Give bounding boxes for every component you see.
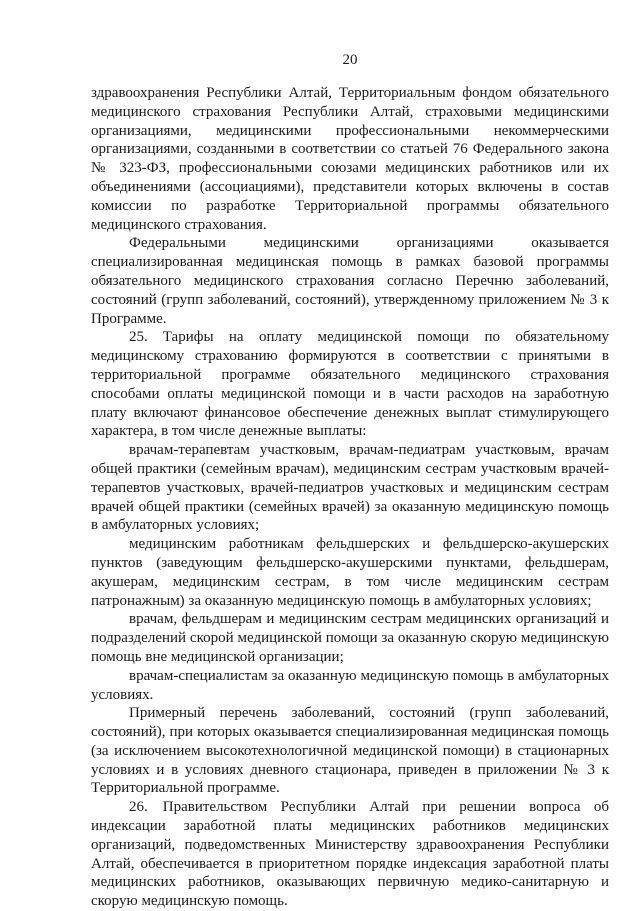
- page-number: 20: [342, 52, 358, 68]
- document-page: [91, 0, 609, 910]
- paragraph-item-25: 25. Тарифы на оплату медицинской помощи по обязательному медицинскому страхованию формируются в соответствии с принятыми в территориальной программе обязательного медицинского страхования способами оплаты медицинской помощи и в части расходов на заработную плату включают финансовое обеспечение денежных выплат стимулирующего характера, в том числе денежные выплаты:: [91, 329, 609, 440]
- paragraph-disease-list: Примерный перечень заболеваний, состояний (групп заболеваний, состояний), при которых оказывается специализированная медицинская помощь (за исключением высокотехнологичной медицинской помощи) в стационарных условиях и в условиях дневного стационара, приведен в приложении № 3 к Территориальной программе.: [91, 705, 609, 797]
- paragraph-federal-organizations: Федеральными медицинскими организациями оказывается специализированная медицинская помощь в рамках базовой программы обязательного медицинского страхования согласно Перечню заболеваний, состояний (групп заболеваний, состояний), утвержденному приложением № 3 к Программе.: [91, 235, 609, 327]
- paragraph-specialists: врачам-специалистам за оказанную медицинскую помощь в амбулаторных условиях.: [91, 667, 609, 703]
- paragraph-feldsher-points: медицинским работникам фельдшерских и фельдшерско-акушерских пунктов (заведующим фельдшерско-акушерскими пунктами, фельдшерам, акушерам, медицинским сестрам, в том числе медицинским сестрам патронажным) за оказанную медицинскую помощь в амбулаторных условиях;: [91, 536, 609, 609]
- paragraph-emergency-care: врачам, фельдшерам и медицинским сестрам медицинских организаций и подразделений скорой медицинской помощи за оказанную скорую медицинскую помощь вне медицинской организации;: [91, 611, 609, 665]
- document-body: [91, 84, 609, 911]
- paragraph-continuation: здравоохранения Республики Алтай, Территориальным фондом обязательного медицинского страхования Республики Алтай, страховыми медицинскими организациями, медицинскими профессиональными некоммерческими организациями, созданными в соответствии со статьей 76 Федерального закона № 323-ФЗ, профессиональными союзами медицинских работников или их объединениями (ассоциациями), представители которых включены в состав комиссии по разработке Территориальной программы обязательного медицинского страхования.: [91, 85, 609, 233]
- paragraph-item-26: 26. Правительством Республики Алтай при решении вопроса об индексации заработной платы медицинских работников медицинских организаций, подведомственных Министерству здравоохранения Республики Алтай, обеспечивается в приоритетном порядке индексация заработной платы медицинских работников, оказывающих первичную медико-санитарную и скорую медицинскую помощь.: [91, 799, 609, 910]
- paragraph-district-doctors: врачам-терапевтам участковым, врачам-педиатрам участковым, врачам общей практики (семейным врачам), медицинским сестрам участковым врачей-терапевтов участковых, врачей-педиатров участковых и медицинским сестрам врачей общей практики (семейных врачей) за оказанную медицинскую помощь в амбулаторных условиях;: [91, 442, 609, 534]
